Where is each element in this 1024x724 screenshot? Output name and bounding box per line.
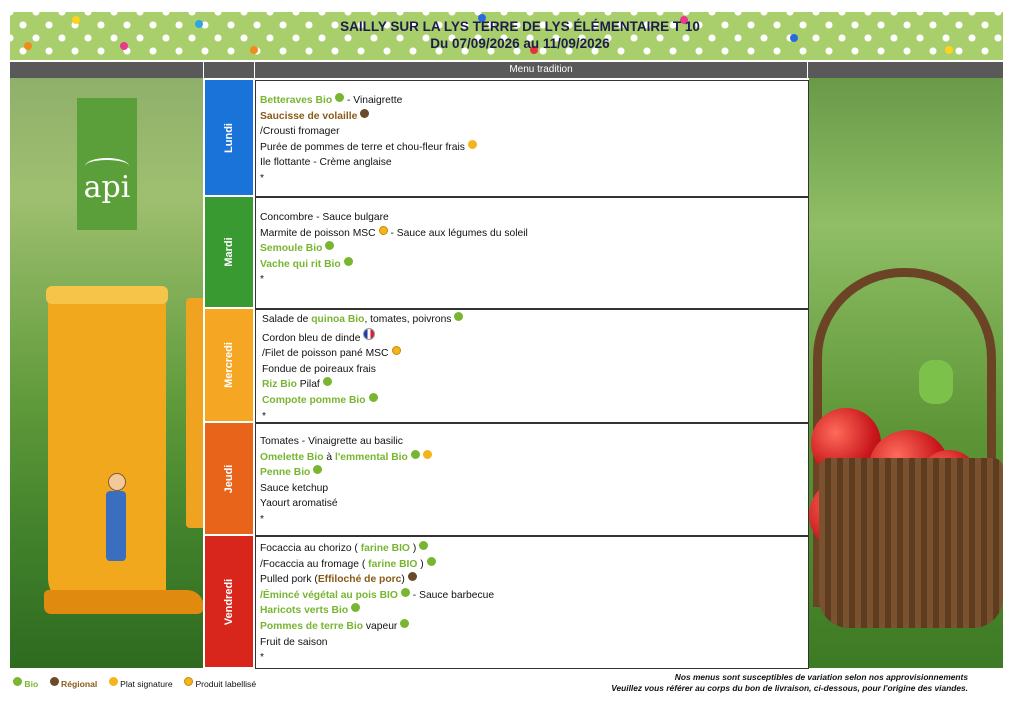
menu-item-text: Penne Bio [260,467,311,479]
header-title-block [310,18,730,52]
menu-item-text: Cordon bleu de dinde [262,332,361,344]
menu-item [262,362,463,378]
regional-icon [408,572,417,581]
menu-item-text: /Focaccia au fromage ( [260,558,369,570]
menu-item-text: Salade de [262,314,312,325]
menu-item-text: Pulled pork ( [260,574,318,586]
footer-note [520,672,968,694]
regional-icon [50,677,59,686]
menu-item-text: Marmite de poisson MSC [260,227,376,239]
menu-lines [260,541,494,666]
menu-item [262,393,463,409]
day-label: Mercredi [223,342,235,388]
confetti-dot [120,42,128,50]
menu-item [260,124,477,140]
menu-type-label: Menu tradition [509,64,573,75]
menu-item [262,346,463,362]
menu-item-text: Concombre - Sauce bulgare [260,212,389,223]
menu-item [260,481,432,497]
menu-item [260,588,494,604]
menu-item [260,465,432,481]
day-cell-lundi [205,80,253,195]
boot-sole [44,590,203,614]
menu-box-mercredi [255,309,809,423]
menu-item-text: à [323,451,335,463]
menu-item [260,241,528,257]
menu-item-text: farine BIO [360,543,410,554]
menu-item-text: Pommes de terre Bio [260,620,364,632]
bio-icon [454,312,463,321]
menu-item [260,619,494,635]
confetti-dot [250,46,258,54]
menu-item [260,512,432,528]
signature-icon [468,140,477,149]
menu-band [10,62,1003,78]
menu-item-text: Tomates - Vinaigrette au basilic [260,436,403,447]
menu-item [260,109,477,125]
menu-item-text: , tomates, poivrons [364,314,452,325]
menu-item-text: * [260,172,265,184]
menu-item [262,377,463,393]
menu-item [260,155,477,171]
bio-icon [400,619,409,628]
menu-item [260,603,494,619]
bio-icon [323,377,332,386]
day-label: Jeudi [223,464,235,493]
child-climbing-icon [919,360,953,404]
boot-icon [186,298,203,528]
menu-item [260,450,432,466]
menu-item [260,650,494,666]
bio-icon [344,257,353,266]
menu-item [260,635,494,651]
left-photo-boots [10,78,203,668]
signature-icon [109,677,118,686]
labelled-icon [379,226,388,235]
menu-item-text: ) [409,543,417,554]
menu-item-text: /Filet de poisson pané MSC [262,348,389,360]
api-logo-text: api [83,170,131,205]
menu-item-text: ) [401,574,405,586]
menu-box-lundi [255,80,809,197]
bio-icon [325,241,334,250]
menu-item-text: * [260,274,265,286]
bio-icon [427,557,436,566]
band-separator [254,62,255,78]
bio-icon [335,93,344,102]
menu-item-text: Vache qui rit Bio [260,258,341,270]
menu-item-text: /Émincé végétal au pois BIO [260,589,398,601]
menu-item-text: quinoa Bio [311,314,365,325]
menu-item-text: Betteraves Bio [260,95,333,106]
menu-item-text: * [260,513,265,525]
legend-signature: Plat signature [120,679,173,689]
basket-icon [819,458,1003,628]
menu-item-text: Effiloché de porc [317,574,402,586]
menu-item-text: Haricots verts Bio [260,605,349,617]
menu-item [260,557,494,573]
confetti-dot [24,42,32,50]
bio-icon [401,588,410,597]
day-cell-mardi [205,197,253,307]
api-logo [77,98,137,230]
band-separator [203,62,204,78]
confetti-dot [72,16,80,24]
menu-dates: Du 07/09/2026 au 11/09/2026 [430,36,610,51]
menu-lines [260,93,477,187]
boot-rim [46,286,168,304]
menu-item-text: - Sauce aux légumes du soleil [387,227,528,239]
labelled-icon [392,346,401,355]
footer-note-line-1: Nos menus sont susceptibles de variation selon nos approvisionnements [674,672,968,682]
menu-title: SAILLY SUR LA LYS TERRE DE LYS ÉLÉMENTAIRE T 10 [340,19,700,34]
day-cell-jeudi [205,423,253,534]
menu-item [260,272,528,288]
menu-item [260,140,477,156]
right-photo-apple-basket [809,78,1003,668]
menu-lines [260,210,528,288]
menu-item-text: * [260,652,265,664]
menu-item-text: - Sauce barbecue [409,589,495,601]
menu-item-text: Saucisse de volaille [260,110,358,122]
menu-item-text: Omelette Bio [260,451,324,463]
child-illustration-icon [102,473,128,563]
france-flag-icon [363,328,375,340]
menu-item-text: Fondue de poireaux frais [262,363,376,375]
header-banner [10,12,1003,60]
bio-icon [13,677,22,686]
bio-icon [411,450,420,459]
menu-lines [260,434,432,528]
menu-item [260,572,494,588]
day-cell-vendredi [205,536,253,667]
menu-item-text: * [262,410,267,422]
menu-item-text: farine BIO [368,558,418,570]
confetti-dot [790,34,798,42]
menu-box-mardi [255,197,809,309]
legend-labelled: Produit labellisé [195,679,257,689]
menu-item-text: Purée de pommes de terre et chou-fleur frais [260,141,465,153]
bio-icon [369,393,378,402]
footer-note-line-2: Veuillez vous référer au corps du bon de livraison, ci-dessous, pour l'origine des viandes. [611,683,968,693]
day-cell-mercredi [205,309,253,421]
menu-item [260,226,528,242]
menu-item-text: - Vinaigrette [344,95,403,106]
menu-item-text: Focaccia au chorizo ( [260,543,361,554]
band-separator [807,62,808,78]
menu-item-text: vapeur [363,620,398,632]
menu-item [262,312,463,328]
bio-icon [351,603,360,612]
legend-bio: Bio [24,679,39,689]
menu-item-text: Pilaf [296,379,320,391]
menu-item-text: Sauce ketchup [260,482,329,494]
menu-item [260,93,477,109]
day-label: Mardi [223,237,235,267]
menu-item [260,257,528,273]
day-label: Lundi [223,122,235,153]
confetti-dot [195,20,203,28]
menu-item [260,434,432,450]
menu-item [260,541,494,557]
menu-item-text: /Crousti fromager [260,126,340,138]
bio-icon [419,541,428,550]
signature-icon [423,450,432,459]
menu-item [262,409,463,425]
menu-item-text: ) [417,558,424,570]
menu-item-text: Riz Bio [262,379,297,391]
menu-box-vendredi [255,536,809,669]
day-label: Vendredi [223,578,235,625]
menu-item-text: Fruit de saison [260,636,328,648]
menu-item-text: Ile flottante - Crème anglaise [260,157,392,169]
legend-regional: Régional [61,679,98,689]
legend [10,677,262,689]
menu-item [260,496,432,512]
menu-item [260,210,528,226]
bio-icon [313,465,322,474]
menu-item-text: Compote pomme Bio [262,394,366,406]
menu-box-jeudi [255,423,809,536]
menu-item [262,328,463,347]
labelled-icon [184,677,193,686]
menu-item-text: Yaourt aromatisé [260,498,338,510]
menu-item-text: l'emmental Bio [334,451,408,463]
confetti-dot [945,46,953,54]
regional-icon [360,109,369,118]
menu-item-text: Semoule Bio [260,243,323,255]
menu-lines [262,312,463,424]
menu-item [260,171,477,187]
